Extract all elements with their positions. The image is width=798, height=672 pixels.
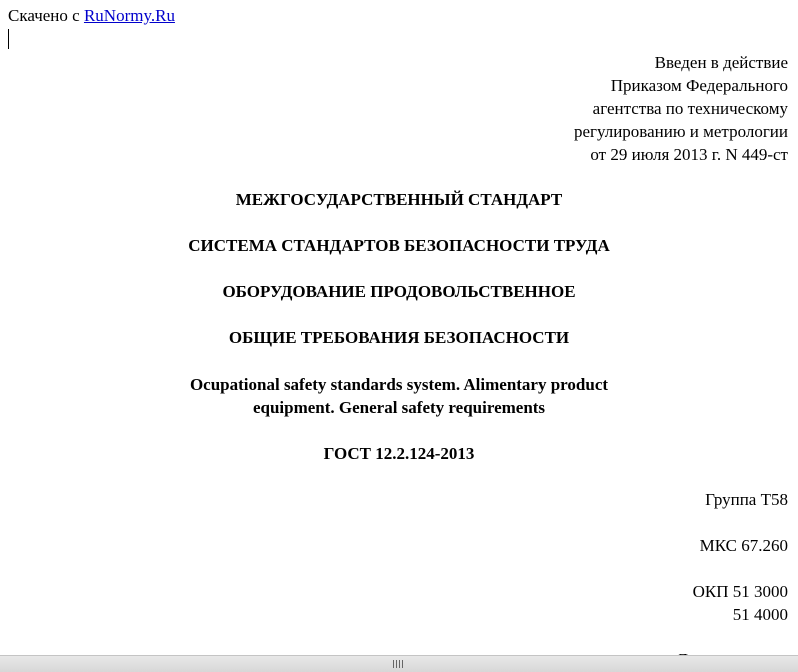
requirements-title: ОБЩИЕ ТРЕБОВАНИЯ БЕЗОПАСНОСТИ (228, 328, 570, 347)
gost-number: ГОСТ 12.2.124-2013 (323, 444, 475, 463)
okp-line: ОКП 51 3000 (692, 582, 788, 601)
okp-line: 51 4000 (732, 605, 788, 624)
source-prefix: Скачено с (8, 6, 84, 25)
enactment-line: агентства по техническому (592, 99, 788, 118)
enactment-line: Приказом Федерального (610, 76, 788, 95)
english-title (0, 373, 798, 419)
mks-code: МКС 67.260 (699, 536, 788, 555)
interstate-standard-title: МЕЖГОСУДАРСТВЕННЫЙ СТАНДАРТ (235, 190, 563, 209)
group-code: Группа Т58 (705, 490, 788, 509)
enactment-line: от 29 июля 2013 г. N 449-ст (590, 145, 788, 164)
scrollbar-grip-icon[interactable] (393, 660, 404, 668)
enactment-line: Введен в действие (654, 53, 788, 72)
enactment-block (574, 51, 788, 166)
text-caret (8, 29, 9, 49)
equipment-title: ОБОРУДОВАНИЕ ПРОДОВОЛЬСТВЕННОЕ (222, 282, 576, 301)
horizontal-scrollbar[interactable] (0, 655, 798, 672)
enactment-line: регулированию и метрологии (573, 122, 788, 141)
source-line (8, 6, 175, 26)
english-title-line: Ocupational safety standards system. Alimentary product (189, 375, 609, 394)
source-link[interactable]: RuNormy.Ru (83, 6, 175, 25)
english-title-line: equipment. General safety requirements (252, 398, 546, 417)
okp-code (693, 580, 788, 626)
system-title: СИСТЕМА СТАНДАРТОВ БЕЗОПАСНОСТИ ТРУДА (188, 236, 610, 255)
